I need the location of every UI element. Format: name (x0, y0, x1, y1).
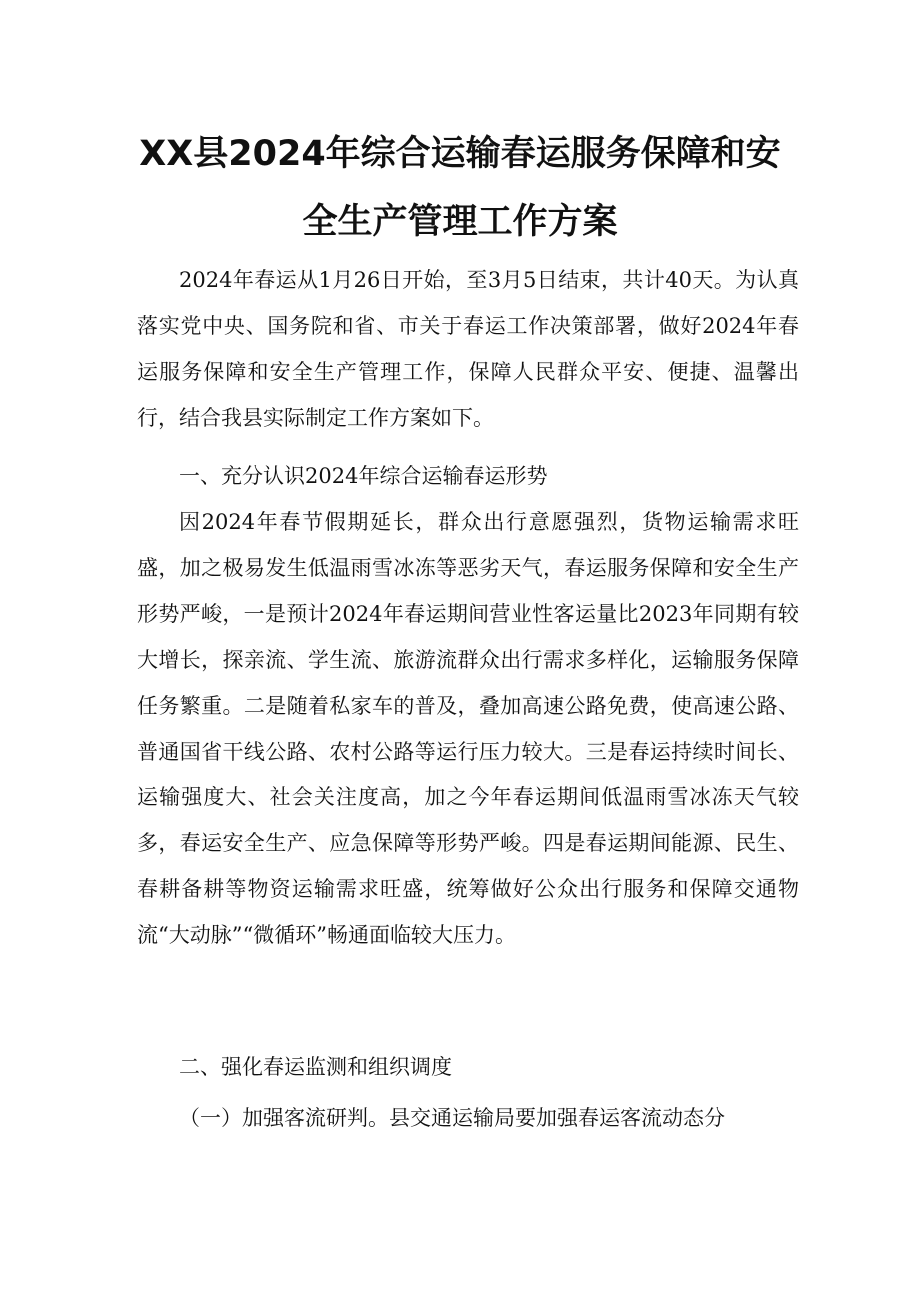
situation-paragraph: 因2024年春节假期延长，群众出行意愿强烈，货物运输需求旺盛，加之极易发生低温雨雪冰冻等恶劣天气，春运服务保障和安全生产形势严峻，一是预计2024年春运期间营业性客运量比2023年同期有较大增长，探亲流、学生流、旅游流群众出行需求多样化，运输服务保障任务繁重。二是随着私家车的普及，叠加高速公路免费，使高速公路、普通国省干线公路、农村公路等运行压力较大。三是春运持续时间长、运输强度大、社会关注度高，加之今年春运期间低温雨雪冰冻天气较多，春运安全生产、应急保障等形势严峻。四是春运期间能源、民生、春耕备耕等物资运输需求旺盛，统筹做好公众出行服务和保障交通物流“大动脉”“微循环”畅通面临较大压力。 (137, 510, 799, 948)
section-heading-2: 二、强化春运监测和组织调度 (179, 1055, 452, 1079)
document-title-line-1: XX县2024年综合运输春运服务保障和安 (139, 134, 781, 174)
section-heading-1: 一、充分认识2024年综合运输春运形势 (179, 464, 548, 488)
subsection-paragraph: （一）加强客流研判。县交通运输局要加强春运客流动态分 (179, 1106, 725, 1130)
document-title-line-2: 全生产管理工作方案 (302, 202, 618, 242)
intro-paragraph: 2024年春运从1月26日开始，至3月5日结束，共计40天。为认真落实党中央、国务院和省、市关于春运工作决策部署，做好2024年春运服务保障和安全生产管理工作，保障人民群众平安、便捷、温馨出行，结合我县实际制定工作方案如下。 (137, 268, 799, 430)
